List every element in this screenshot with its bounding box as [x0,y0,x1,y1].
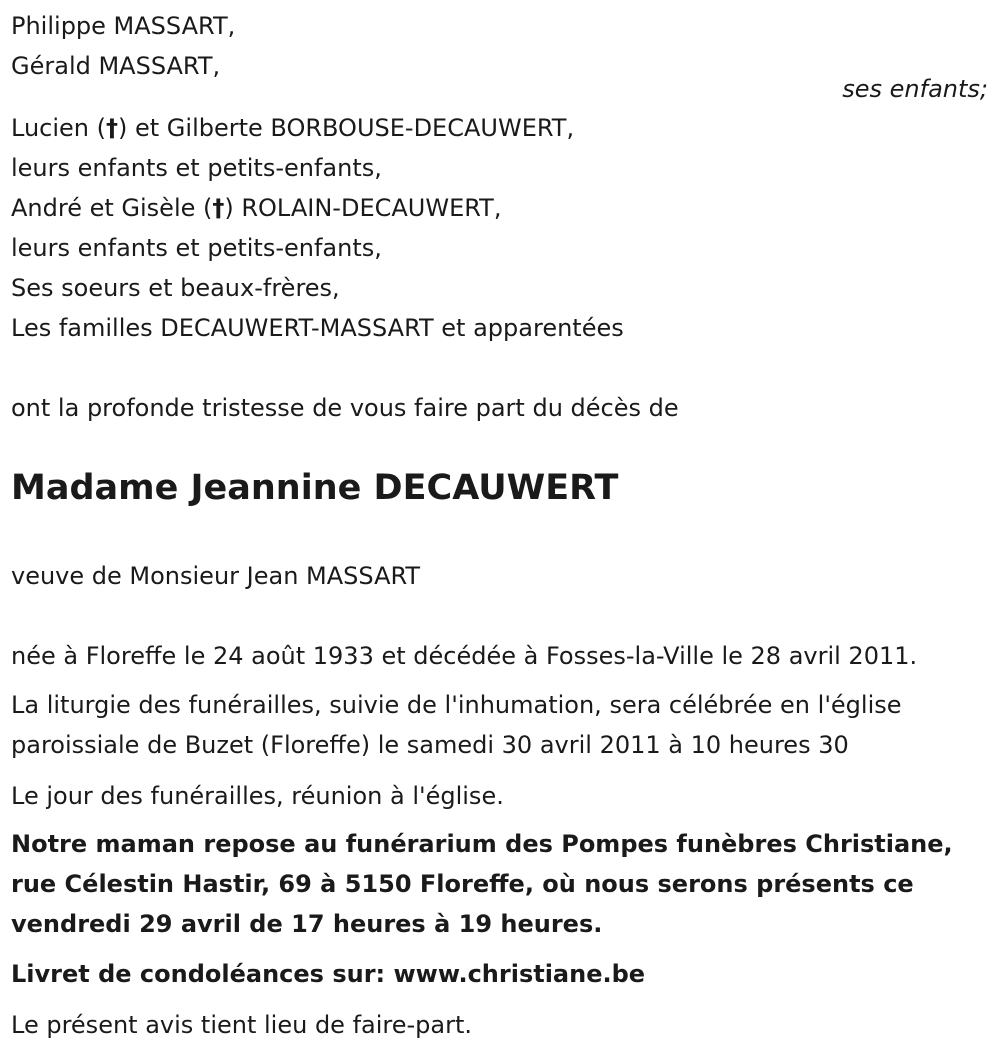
family-line-1 [11,113,574,143]
announcement-text: ont la profonde tristesse de vous faire part du décès de [11,394,679,422]
footer-note: Le présent avis tient lieu de faire-part. [11,1011,473,1039]
family-line-1-post: ) et Gilberte BORBOUSE-DECAUWERT, [118,114,575,142]
cross-icon: † [106,114,118,142]
family-line-3-post: ) ROLAIN-DECAUWERT, [224,194,502,222]
child-name-2: Gérald MASSART, [11,52,221,80]
family-line-3-pre: André et Gisèle ( [11,194,213,222]
ceremony-line-2: paroissiale de Buzet (Floreffe) le samedi 30 avril 2011 à 10 heures 30 [11,731,849,759]
ceremony-line-1: La liturgie des funérailles, suivie de l'inhumation, sera célébrée en l'église [11,691,902,719]
family-line-5: Ses soeurs et beaux-frères, [11,274,340,302]
funeral-home-line-1: Notre maman repose au funérarium des Pompes funèbres Christiane, [11,830,953,858]
cross-icon: † [212,194,225,222]
ceremony-meeting: Le jour des funérailles, réunion à l'église. [11,782,504,810]
spouse-line: veuve de Monsieur Jean MASSART [11,562,421,590]
birth-death-dates: née à Floreffe le 24 août 1933 et décédée à Fosses-la-Ville le 28 avril 2011. [11,642,918,670]
children-role: ses enfants; [842,75,988,103]
funeral-home-line-2: rue Célestin Hastir, 69 à 5150 Floreffe, où nous serons présents ce [11,870,914,898]
family-line-1-pre: Lucien ( [11,114,106,142]
child-name-1: Philippe MASSART, [11,12,236,40]
deceased-name: Madame Jeannine DECAUWERT [11,468,619,508]
funeral-home-line-3: vendredi 29 avril de 17 heures à 19 heures. [11,910,603,938]
condolences-line: Livret de condoléances sur: www.christiane.be [11,960,646,988]
family-line-4: leurs enfants et petits-enfants, [11,234,382,262]
family-line-6: Les familles DECAUWERT-MASSART et apparentées [11,314,624,342]
family-line-3 [11,193,501,223]
family-line-2: leurs enfants et petits-enfants, [11,154,382,182]
